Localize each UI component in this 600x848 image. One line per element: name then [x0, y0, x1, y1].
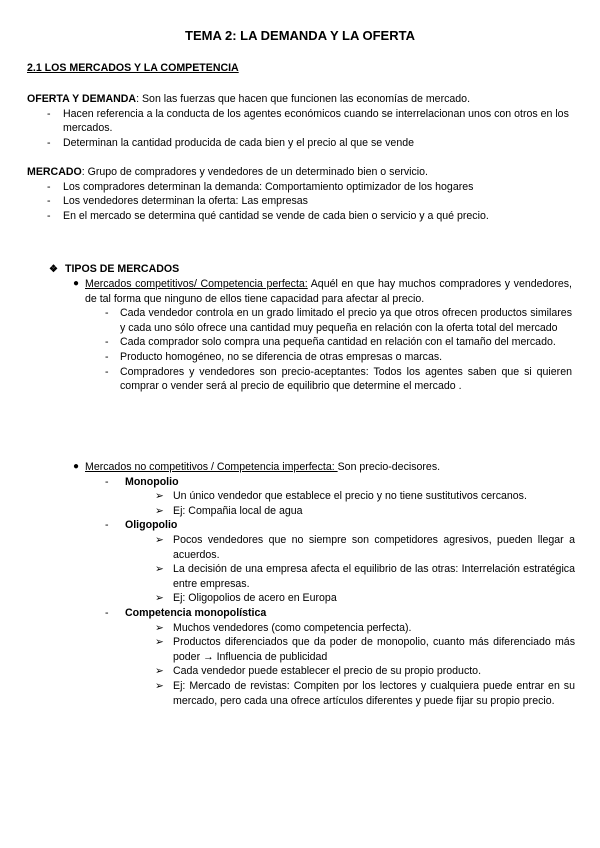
arrow-bullet-icon: ➢ — [155, 533, 164, 546]
arrow-bullet-icon: ➢ — [155, 490, 164, 503]
tipos-heading — [49, 262, 179, 278]
list-item: ➢ La decisión de una empresa afecta el equilibrio de las otras: Interrelación estratégica entre empresas. — [155, 563, 575, 590]
arrow-bullet-icon: ➢ — [155, 665, 164, 678]
type-heading-oligopolio: - Oligopolio — [85, 518, 575, 533]
bullet-icon: ● — [73, 461, 80, 472]
list-item: ➢ Productos diferenciados que da poder de monopolio, cuanto más diferenciado más poder → Influencia de publicidad — [155, 636, 575, 663]
diamond-bullet-icon: ❖ — [49, 264, 58, 275]
competitivos-text: Aquél en que hay muchos compradores y vendedores, de tal forma que ninguno de ellos tiene capacidad para afectar al precio. — [85, 278, 572, 305]
no-competitivos-block — [73, 460, 575, 708]
list-item: - Producto homogéneo, no se diferencia de otras empresas o marcas. — [85, 350, 572, 365]
arrow-bullet-icon: ➢ — [155, 563, 164, 576]
list-item: ➢ Muchos vendedores (como competencia perfecta). — [155, 621, 412, 634]
bullet-icon: ● — [73, 278, 80, 289]
list-item: - Compradores y vendedores son precio-aceptantes: Todos los agentes saben que si quieren comprar o vender será al precio de equilibrio que determine el mercado . — [85, 365, 572, 394]
definition-text: : Grupo de compradores y vendedores de un determinado bien o servicio. — [81, 166, 428, 178]
no-competitivos-definition — [85, 460, 575, 475]
term-label: MERCADO — [27, 166, 82, 178]
list-item: ➢ Ej: Mercado de revistas: Compiten por los lectores y cualquiera puede entrar en su mercado, pero cada una ofrece artículos diferentes y puede fijar su propio precio. — [155, 679, 575, 707]
arrow-bullet-icon: ➢ — [155, 679, 164, 692]
list-item: ➢ Cada vendedor puede establecer el precio de su propio producto. — [155, 665, 482, 678]
section-heading: 2.1 LOS MERCADOS Y LA COMPETENCIA — [27, 62, 239, 74]
competitivos-label: Mercados competitivos/ Competencia perfecta: — [85, 278, 308, 290]
oferta-demanda-list — [27, 107, 575, 151]
arrow-bullet-icon: ➢ — [155, 621, 164, 634]
tipos-heading-text: TIPOS DE MERCADOS — [65, 263, 180, 275]
list-item: - Hacen referencia a la conducta de los agentes económicos cuando se interrelacionan unos con otros en los mercados. — [27, 107, 575, 136]
list-item: - Los compradores determinan la demanda: Comportamiento optimizador de los hogares — [27, 180, 575, 195]
page-title: TEMA 2: LA DEMANDA Y LA OFERTA — [185, 28, 415, 43]
no-competitivos-label: Mercados no competitivos / Competencia imperfecta: — [85, 461, 338, 473]
competitivos-block — [73, 277, 572, 394]
definition-text: : Son las fuerzas que hacen que funcionen las economías de mercado. — [136, 93, 471, 105]
competitivos-definition — [85, 277, 572, 306]
mercado-definition — [27, 165, 575, 180]
list-item: - Determinan la cantidad producida de cada bien y el precio al que se vende — [27, 136, 575, 151]
oferta-demanda-block — [27, 92, 575, 150]
arrow-bullet-icon: ➢ — [155, 504, 164, 517]
list-item: - Cada vendedor controla en un grado limitado el precio ya que otros ofrecen productos similares y cada uno sólo ofrece una cantidad muy pequeña en relación con la oferta total del mercado — [85, 306, 572, 335]
term-label: OFERTA Y DEMANDA — [27, 93, 137, 105]
mercado-list — [27, 180, 575, 224]
list-item: - Cada comprador solo compra una pequeña cantidad en relación con el tamaño del mercado. — [85, 335, 572, 350]
list-item: - Los vendedores determinan la oferta: Las empresas — [27, 194, 575, 209]
list-item: ➢ Un único vendedor que establece el precio y no tiene sustitutivos cercanos. — [155, 490, 527, 503]
no-competitivos-text: Son precio-decisores. — [337, 461, 441, 473]
oferta-demanda-definition — [27, 92, 575, 107]
type-heading-monopolio: - Monopolio — [85, 475, 575, 490]
arrow-bullet-icon: ➢ — [155, 636, 164, 649]
list-item: ➢ Ej: Compañia local de agua — [155, 504, 303, 517]
arrow-bullet-icon: ➢ — [155, 592, 164, 605]
type-heading-competencia-monopolistica: - Competencia monopolística — [85, 606, 575, 621]
list-item: ➢ Pocos vendedores que no siempre son competidores agresivos, pueden llegar a acuerdos. — [155, 533, 575, 561]
list-item: - En el mercado se determina qué cantidad se vende de cada bien o servicio y a qué precio. — [27, 209, 575, 224]
mercado-block — [27, 165, 575, 223]
list-item: ➢ Ej: Oligopolios de acero en Europa — [155, 592, 337, 605]
